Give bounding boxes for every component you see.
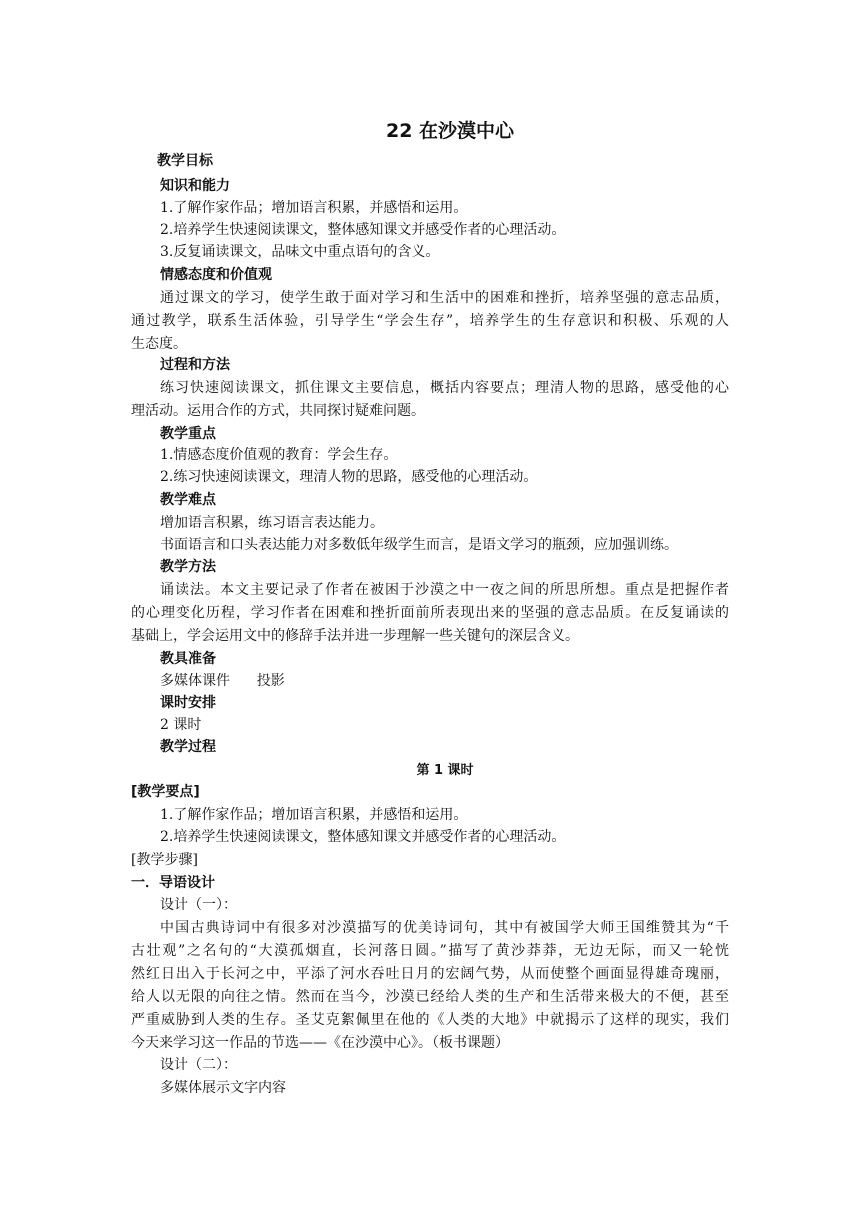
lesson-heading: 第 1 课时: [416, 763, 474, 778]
heading-difficulties: 教学难点: [160, 492, 216, 508]
text-line: 给人以无限的向往之情。然而在当今，沙漠已经给人类的生产和生活带来极大的不便，甚至: [131, 989, 729, 1005]
text-line: 1.情感态度价值观的教育：学会生存。: [160, 447, 398, 463]
text-line: 2.培养学生快速阅读课文，整体感知课文并感受作者的心理活动。: [160, 829, 566, 845]
text-line: 1.了解作家作品；增加语言积累，并感悟和运用。: [160, 807, 468, 823]
text-line: 中国古典诗词中有很多对沙漠描写的优美诗词句，其中有被国学大师王国维赞其为“千: [160, 920, 729, 936]
section-key-points: [教学要点]: [131, 784, 200, 800]
text-line: 多媒体课件 投影: [160, 673, 285, 689]
text-line: 2.练习快速阅读课文，理清人物的思路，感受他的心理活动。: [160, 469, 538, 485]
text-line: 的心理变化历程，学习作者在困难和挫折面前所表现出来的坚强的意志品质。在反复诵读的: [131, 605, 729, 621]
text-line: 设计（一）：: [160, 897, 237, 913]
text-line: 书面语言和口头表达能力对多数低年级学生而言，是语文学习的瓶颈，应加强训练。: [160, 537, 678, 553]
text-line: 理活动。运用合作的方式，共同探讨疑难问题。: [131, 403, 425, 419]
subheading-process: 过程和方法: [160, 357, 230, 373]
heading-teaching-objectives: 教学目标: [157, 153, 213, 169]
text-line: 2.培养学生快速阅读课文，整体感知课文并感受作者的心理活动。: [160, 222, 566, 238]
text-line: 增加语言积累，练习语言表达能力。: [160, 515, 384, 531]
text-line: 2 课时: [160, 717, 202, 733]
text-line: 然红日出入于长河之中，平添了河水吞吐日月的宏阔气势，从而使整个画面显得雄奇瑰丽，: [131, 966, 729, 982]
text-line: 今天来学习这一作品的节选——《在沙漠中心》。（板书课题）: [131, 1035, 509, 1051]
text-line: 严重威胁到人类的生存。圣艾克絮佩里在他的《人类的大地》中就揭示了这样的现实，我们: [131, 1012, 729, 1028]
heading-tools: 教具准备: [160, 651, 216, 667]
text-line: 诵读法。本文主要记录了作者在被困于沙漠之中一夜之间的所思所想。重点是把握作者: [160, 582, 729, 598]
text-line: 多媒体展示文字内容: [160, 1080, 286, 1096]
heading-schedule: 课时安排: [160, 695, 216, 711]
text-line: 练习快速阅读课文，抓住课文主要信息，概括内容要点；理清人物的思路，感受他的心: [160, 380, 729, 396]
subheading-emotion: 情感态度和价值观: [160, 267, 272, 283]
heading-key-points: 教学重点: [160, 426, 216, 442]
text-line: 生态度。: [131, 336, 187, 352]
text-line: 3.反复诵读课文，品味文中重点语句的含义。: [160, 244, 440, 260]
subheading-knowledge: 知识和能力: [160, 178, 230, 194]
text-line: 设计（二）：: [160, 1057, 237, 1073]
heading-methods: 教学方法: [160, 559, 216, 575]
text-line: 基础上，学会运用文中的修辞手法并进一步理解一些关键句的深层含义。: [131, 628, 579, 644]
heading-intro-design: 一．导语设计: [131, 875, 215, 891]
heading-process: 教学过程: [160, 739, 216, 755]
text-line: 通过课文的学习，使学生敢于面对学习和生活中的困难和挫折，培养坚强的意志品质，: [160, 290, 729, 306]
document-title: 22 在沙漠中心: [385, 120, 515, 142]
text-line: 1.了解作家作品；增加语言积累，并感悟和运用。: [160, 200, 468, 216]
text-line: 古壮观”之名句的“大漠孤烟直，长河落日圆。”描写了黄沙莽莽，无边无际，而又一轮恍: [131, 943, 729, 959]
text-line: 通过教学，联系生活体验，引导学生“学会生存”，培养学生的生存意识和积极、乐观的人: [131, 313, 729, 329]
section-steps: [教学步骤]: [131, 852, 198, 868]
